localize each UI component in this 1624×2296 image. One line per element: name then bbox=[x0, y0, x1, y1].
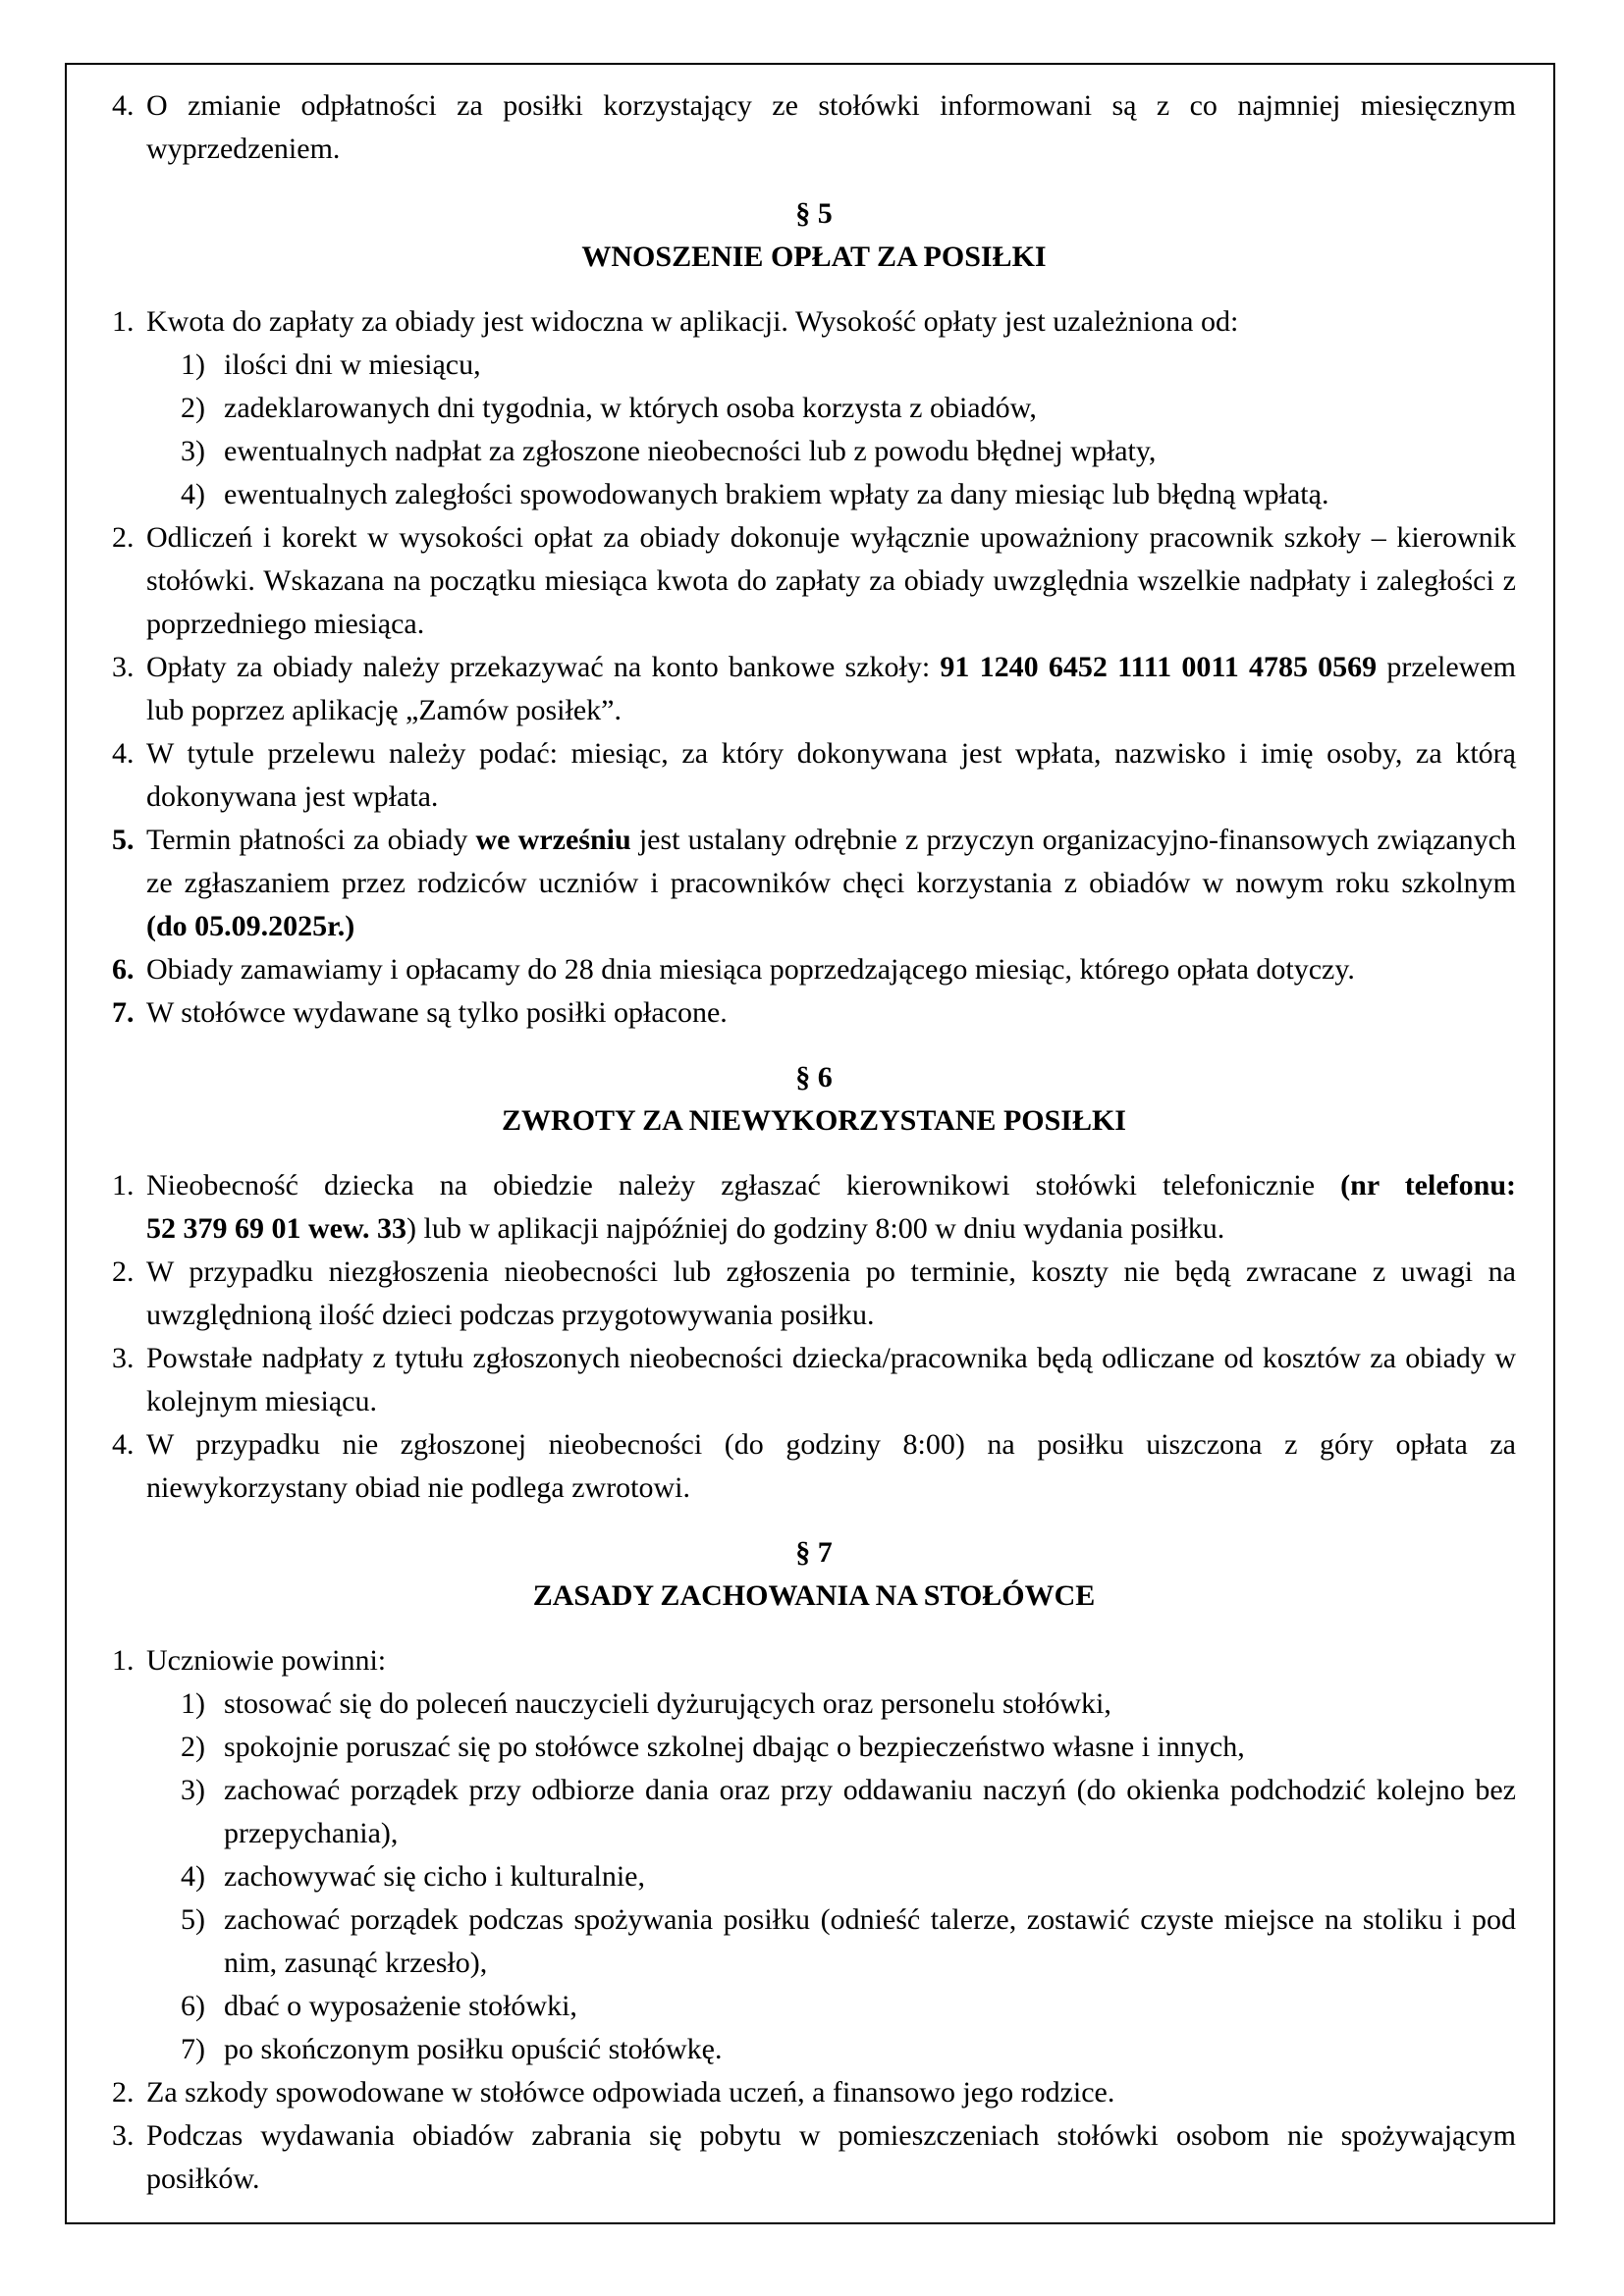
list-subitem bbox=[181, 473, 1516, 516]
list-subitem bbox=[181, 1898, 1516, 1985]
list-subitem-text: zachować porządek przy odbiorze dania oraz przy oddawaniu naczyń (do okienka podchodzić kolejno bez przepychania), bbox=[224, 1774, 1516, 1849]
list-subitem-text: po skończonym posiłku opuścić stołówkę. bbox=[224, 2033, 723, 2065]
list-item-text: Powstałe nadpłaty z tytułu zgłoszonych nieobecności dziecka/pracownika będą odliczane od kosztów za obiady w kolejnym miesiącu. bbox=[146, 1342, 1516, 1417]
list-item-text: O zmianie odpłatności za posiłki korzystający ze stołówki informowani są z co najmniej miesięcznym wyprzedzeniem. bbox=[146, 89, 1516, 165]
section-heading bbox=[112, 1531, 1516, 1618]
list-subitem-number: 6) bbox=[181, 1990, 205, 2022]
list-item bbox=[112, 1639, 1516, 1682]
list-item-number: 7. bbox=[112, 996, 135, 1029]
list-subitem-text: dbać o wyposażenie stołówki, bbox=[224, 1990, 577, 2022]
section-paragraph-symbol: § 7 bbox=[795, 1536, 833, 1569]
list-item-text: W przypadku nie zgłoszonej nieobecności (do godziny 8:00) na posiłku uiszczona z góry opłata za niewykorzystany obiad nie podlega zwrotowi. bbox=[146, 1428, 1516, 1504]
list-subitem-number: 3) bbox=[181, 1774, 205, 1806]
list-item-text: W stołówce wydawane są tylko posiłki opłacone. bbox=[146, 996, 728, 1029]
list-item-text: Uczniowie powinni: bbox=[146, 1644, 387, 1677]
list-item-text: W przypadku niezgłoszenia nieobecności lub zgłoszenia po terminie, koszty nie będą zwracane z uwagi na uwzględnioną ilość dzieci podczas przygotowywania posiłku. bbox=[146, 1255, 1516, 1331]
list-item-number: 2. bbox=[112, 521, 135, 554]
list-item bbox=[112, 300, 1516, 344]
list-item-text: Opłaty za obiady należy przekazywać na konto bankowe szkoły: 91 1240 6452 1111 0011 4785 0569 przelewem lub poprzez aplikację „Zamów posiłek”. bbox=[146, 651, 1516, 726]
list-subitem-number: 3) bbox=[181, 435, 205, 467]
list-subitem-number: 5) bbox=[181, 1903, 205, 1936]
list-subitem-number: 4) bbox=[181, 478, 205, 510]
list-item-number: 2. bbox=[112, 2076, 135, 2109]
list-item-number: 1. bbox=[112, 1644, 135, 1677]
list-subitem-text: zachowywać się cicho i kulturalnie, bbox=[224, 1860, 645, 1893]
list-item bbox=[112, 516, 1516, 646]
payment-deadline-date: (do 05.09.2025r.) bbox=[146, 910, 355, 942]
list-subitem bbox=[181, 1769, 1516, 1855]
list-item-number: 1. bbox=[112, 1169, 135, 1201]
list-item-text: Odliczeń i korekt w wysokości opłat za obiady dokonuje wyłącznie upoważniony pracownik szkoły – kierownik stołówki. Wskazana na początku miesiąca kwota do zapłaty za obiady uwzględnia wszelkie nadpłaty i zaległości z poprzedniego miesiąca. bbox=[146, 521, 1516, 640]
list-subitem-number: 7) bbox=[181, 2033, 205, 2065]
section-paragraph-symbol: § 6 bbox=[795, 1061, 833, 1094]
section-paragraph-symbol: § 5 bbox=[795, 197, 833, 230]
list-item-number: 4. bbox=[112, 737, 135, 770]
list-subitem bbox=[181, 1682, 1516, 1726]
list-subitem-number: 4) bbox=[181, 1860, 205, 1893]
list-item bbox=[112, 646, 1516, 732]
list-item-number: 3. bbox=[112, 2119, 135, 2152]
list-item-number: 3. bbox=[112, 651, 135, 683]
list-item-text: Podczas wydawania obiadów zabrania się pobytu w pomieszczeniach stołówki osobom nie spożywającym posiłków. bbox=[146, 2119, 1516, 2195]
list-item-number: 6. bbox=[112, 953, 135, 986]
bank-account-number: 91 1240 6452 1111 0011 4785 0569 bbox=[940, 651, 1378, 683]
section-heading bbox=[112, 192, 1516, 279]
list-subitem-text: zadeklarowanych dni tygodnia, w których osoba korzysta z obiadów, bbox=[224, 392, 1037, 424]
list-subitem-text: ewentualnych zaległości spowodowanych brakiem wpłaty za dany miesiąc lub błędną wpłatą. bbox=[224, 478, 1329, 510]
list-item-text: Termin płatności za obiady we wrześniu jest ustalany odrębnie z przyczyn organizacyjno-finansowych związanych ze zgłaszaniem przez rodziców uczniów i pracowników chęci korzystania z obiadów w nowym roku szkolnym (do 05.09.2025r.) bbox=[146, 824, 1516, 942]
list-subitem bbox=[181, 1855, 1516, 1898]
list-item-number: 4. bbox=[112, 1428, 135, 1461]
list-item bbox=[112, 2071, 1516, 2114]
list-item bbox=[112, 1164, 1516, 1251]
phone-number: 52 379 69 01 wew. 33 bbox=[146, 1212, 406, 1245]
list-subitem-number: 1) bbox=[181, 348, 205, 381]
list-item bbox=[112, 2114, 1516, 2201]
list-item-number: 2. bbox=[112, 1255, 135, 1288]
list-subitem bbox=[181, 344, 1516, 387]
list-item-number: 4. bbox=[112, 89, 135, 122]
list-subitem bbox=[181, 2028, 1516, 2071]
list-subitem bbox=[181, 1985, 1516, 2028]
list-subitem-text: stosować się do poleceń nauczycieli dyżurujących oraz personelu stołówki, bbox=[224, 1687, 1111, 1720]
list-item-text: Kwota do zapłaty za obiady jest widoczna w aplikacji. Wysokość opłaty jest uzależniona od: bbox=[146, 305, 1239, 338]
list-subitem-text: ewentualnych nadpłat za zgłoszone nieobecności lub z powodu błędnej wpłaty, bbox=[224, 435, 1157, 467]
list-subitem-text: zachować porządek podczas spożywania posiłku (odnieść talerze, zostawić czyste miejsce na stoliku i pod nim, zasunąć krzesło), bbox=[224, 1903, 1516, 1979]
list-item-number: 5. bbox=[112, 824, 135, 856]
list-item-number: 1. bbox=[112, 305, 135, 338]
list-subitem-number: 2) bbox=[181, 1731, 205, 1763]
list-subitem-number: 2) bbox=[181, 392, 205, 424]
list-subitem-text: spokojnie poruszać się po stołówce szkolnej dbając o bezpieczeństwo własne i innych, bbox=[224, 1731, 1245, 1763]
list-item bbox=[112, 732, 1516, 819]
list-item bbox=[112, 1337, 1516, 1423]
list-subitem bbox=[181, 1726, 1516, 1769]
list-item-text: Za szkody spowodowane w stołówce odpowiada uczeń, a finansowo jego rodzice. bbox=[146, 2076, 1115, 2109]
section-title: WNOSZENIE OPŁAT ZA POSIŁKI bbox=[581, 240, 1047, 273]
list-item bbox=[112, 1423, 1516, 1510]
page-border-frame bbox=[65, 63, 1555, 2224]
section-title: ZWROTY ZA NIEWYKORZYSTANE POSIŁKI bbox=[502, 1104, 1126, 1137]
list-item-text: Nieobecność dziecka na obiedzie należy zgłaszać kierownikowi stołówki telefonicznie (nr telefonu: 52 379 69 01 wew. 33) lub w aplikacji najpóźniej do godziny 8:00 w dniu wydania posiłku. bbox=[146, 1169, 1516, 1245]
list-item bbox=[112, 84, 1516, 171]
section-heading bbox=[112, 1056, 1516, 1143]
list-item-text: W tytule przelewu należy podać: miesiąc, za który dokonywana jest wpłata, nazwisko i imię osoby, za którą dokonywana jest wpłata. bbox=[146, 737, 1516, 813]
list-item-number: 3. bbox=[112, 1342, 135, 1374]
list-subitem-text: ilości dni w miesiącu, bbox=[224, 348, 481, 381]
list-item-text: Obiady zamawiamy i opłacamy do 28 dnia miesiąca poprzedzającego miesiąc, którego opłata dotyczy. bbox=[146, 953, 1355, 986]
list-subitem bbox=[181, 430, 1516, 473]
list-item bbox=[112, 1251, 1516, 1337]
list-subitem-number: 1) bbox=[181, 1687, 205, 1720]
list-item bbox=[112, 948, 1516, 991]
list-item bbox=[112, 991, 1516, 1035]
section-title: ZASADY ZACHOWANIA NA STOŁÓWCE bbox=[532, 1579, 1096, 1612]
list-subitem bbox=[181, 387, 1516, 430]
list-item bbox=[112, 819, 1516, 948]
